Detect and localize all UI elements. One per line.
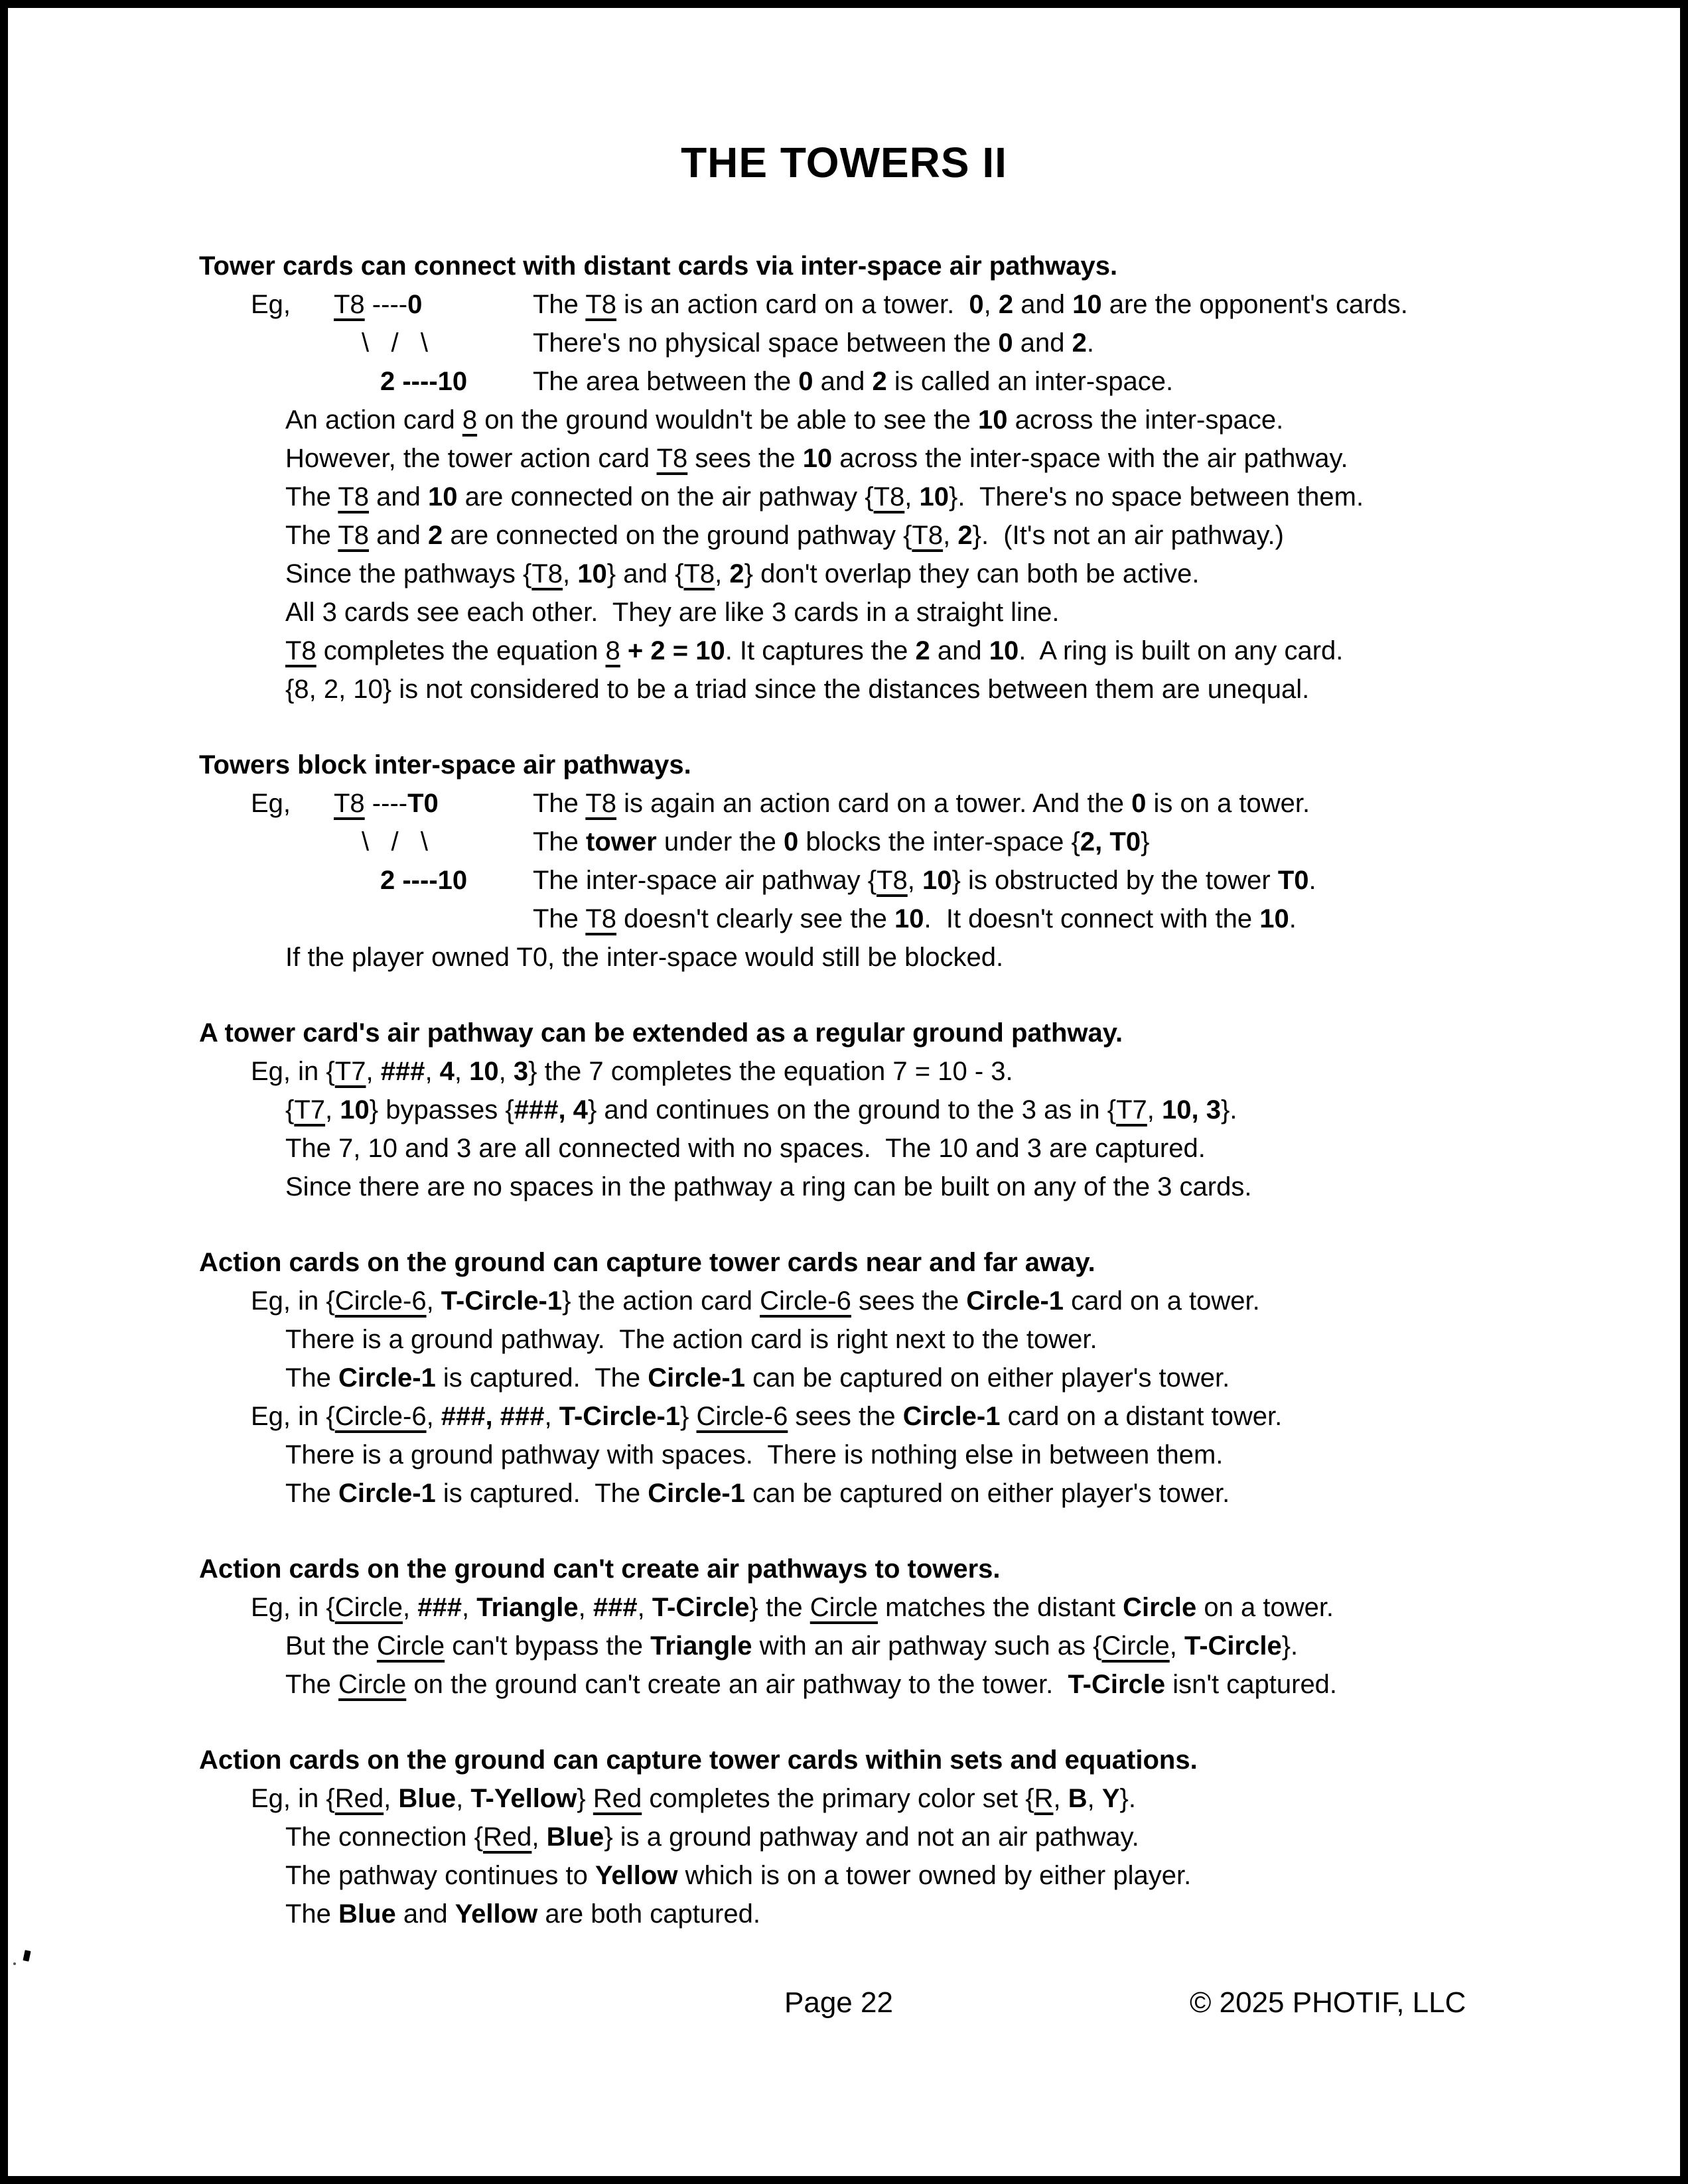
example-description — [533, 362, 1173, 401]
text-run: , — [426, 1402, 441, 1431]
underlined-term: Red — [334, 1784, 384, 1813]
paragraph-line — [285, 1436, 1680, 1474]
text-run: An action card — [285, 405, 462, 435]
example-row — [199, 362, 1680, 401]
text-run: . — [1086, 328, 1094, 358]
bold-term: 0 — [407, 290, 423, 319]
bold-term: Circle — [1123, 1593, 1197, 1622]
example-label: Eg, — [251, 789, 291, 818]
bold-term: 2 — [1072, 328, 1087, 358]
text-run: \ / \ — [362, 827, 429, 856]
text-run: , — [637, 1593, 652, 1622]
text-run: are the opponent's cards. — [1101, 290, 1408, 319]
underlined-term: T7 — [294, 1095, 326, 1125]
bold-term: tower — [586, 827, 657, 856]
underlined-term: Circle-6 — [334, 1402, 427, 1431]
bold-term: Triangle — [476, 1593, 579, 1622]
text-run: . A ring is built on any card. — [1019, 636, 1344, 665]
text-run: doesn't clearly see the — [616, 904, 894, 933]
underlined-term: T8 — [585, 789, 617, 818]
paragraph-line — [285, 1129, 1680, 1168]
section-heading: Action cards on the ground can capture tower cards within sets and equations. — [199, 1745, 1198, 1775]
example-description — [533, 784, 1310, 823]
text-run: , — [454, 1057, 470, 1086]
text-run: The — [285, 482, 338, 512]
underlined-term: 8 — [462, 405, 478, 435]
text-run: , — [1087, 1784, 1102, 1813]
bold-term: 2 — [915, 636, 930, 665]
paragraph-line — [285, 439, 1680, 478]
example-row — [199, 324, 1680, 362]
text-run: on the ground can't create an air pathway to the tower. — [406, 1670, 1068, 1699]
text-run: If the player owned T0, the inter-space would still be blocked. — [285, 943, 1004, 972]
underlined-term: T8 — [334, 290, 365, 319]
text-run: are connected on the air pathway { — [457, 482, 874, 512]
text-run: , — [578, 1593, 593, 1622]
bold-term: ###, ### — [441, 1402, 545, 1431]
text-run — [620, 636, 628, 665]
text-run: However, the tower action card — [285, 444, 657, 473]
text-run: , — [425, 1057, 440, 1086]
bold-term: Yellow — [595, 1861, 678, 1890]
bold-term: ### — [380, 1057, 425, 1086]
underlined-term: T7 — [1116, 1095, 1147, 1125]
text-run: , — [904, 482, 920, 512]
underlined-term: R — [1034, 1784, 1054, 1813]
paragraph-line — [285, 1091, 1680, 1129]
text-run: The pathway continues to — [285, 1861, 595, 1890]
bold-term: 10 — [340, 1095, 370, 1125]
text-run: isn't captured. — [1165, 1670, 1338, 1699]
text-run: sees the — [851, 1286, 967, 1316]
bold-term: 0 — [798, 367, 813, 396]
text-run: ---- — [364, 789, 408, 818]
bold-term: Circle-1 — [648, 1363, 745, 1393]
bold-term: 0 — [1131, 789, 1147, 818]
text-run: There's no physical space between the — [533, 328, 999, 358]
bold-term: 3 — [513, 1057, 529, 1086]
paragraph-line — [285, 478, 1680, 516]
section-heading: Tower cards can connect with distant cards via inter-space air pathways. — [199, 251, 1118, 281]
text-run: completes the equation — [316, 636, 606, 665]
text-run: } and continues on the ground to the 3 as in { — [587, 1095, 1117, 1125]
text-run: . — [1308, 866, 1316, 895]
text-run: . It doesn't connect with the — [924, 904, 1260, 933]
text-run: completes the primary color set { — [642, 1784, 1034, 1813]
underlined-term: Red — [593, 1784, 642, 1813]
text-run: The area between the — [533, 367, 799, 396]
paragraph-line — [285, 938, 1680, 977]
stray-dot — [13, 1962, 16, 1965]
text-run: The — [533, 789, 586, 818]
paragraph-line — [285, 670, 1680, 709]
bold-term: 0 — [998, 328, 1013, 358]
text-run: . — [1289, 904, 1297, 933]
text-run: There is a ground pathway with spaces. There is nothing else in between them. — [285, 1440, 1224, 1469]
text-run: , — [366, 1057, 381, 1086]
section-heading: A tower card's air pathway can be extended as a regular ground pathway. — [199, 1018, 1123, 1048]
footer-copyright: © 2025 PHOTIF, LLC — [1190, 1986, 1466, 2019]
bold-term: ### — [593, 1593, 638, 1622]
underlined-term: T8 — [585, 290, 617, 319]
bold-term: T0 — [407, 789, 439, 818]
section-heading: Action cards on the ground can't create air pathways to towers. — [199, 1554, 1001, 1584]
text-run: } — [577, 1784, 593, 1813]
text-run: is captured. The — [435, 1363, 648, 1393]
card-diagram — [334, 324, 533, 362]
text-run: } is a ground pathway and not an air pathway. — [604, 1822, 1139, 1852]
bold-term: 10 — [802, 444, 833, 473]
text-run: and — [369, 482, 428, 512]
text-run: and — [930, 636, 989, 665]
example-row — [199, 784, 1680, 823]
underlined-term: Circle-6 — [696, 1402, 788, 1431]
paragraph-line — [285, 401, 1680, 439]
text-run: , — [403, 1593, 418, 1622]
paragraph-line — [285, 593, 1680, 632]
bold-term: Y — [1101, 1784, 1120, 1813]
text-run: Eg, in { — [251, 1784, 335, 1813]
text-run: sees the — [687, 444, 803, 473]
bold-term: T-Circle-1 — [559, 1402, 681, 1431]
text-run: The inter-space air pathway { — [533, 866, 877, 895]
text-run: , — [907, 866, 922, 895]
text-run: across the inter-space. — [1007, 405, 1284, 435]
underlined-term: Circle-6 — [760, 1286, 851, 1316]
bold-term: 2 — [427, 521, 443, 550]
text-run: Eg, in { — [251, 1286, 335, 1316]
text-run: The 7, 10 and 3 are all connected with no spaces. The 10 and 3 are captured. — [285, 1134, 1206, 1163]
text-run: , — [715, 559, 730, 588]
bold-term: Circle-1 — [966, 1286, 1064, 1316]
bold-term: 10 — [427, 482, 458, 512]
text-run: , — [1053, 1784, 1068, 1813]
bold-term: T-Circle — [1068, 1670, 1166, 1699]
example-row — [199, 823, 1680, 861]
underlined-term: 8 — [605, 636, 620, 665]
paragraph-line — [285, 1320, 1680, 1359]
text-run: , — [1169, 1631, 1184, 1661]
underlined-term: Circle — [376, 1631, 445, 1661]
rules-section — [199, 1550, 1680, 1704]
text-run: can't bypass the — [445, 1631, 651, 1661]
text-run: and — [813, 367, 873, 396]
bold-term: + 2 = 10 — [627, 636, 725, 665]
bold-term: T0 — [1277, 866, 1309, 895]
section-heading: Towers block inter-space air pathways. — [199, 750, 691, 780]
example-row — [199, 900, 1680, 938]
underlined-term: T8 — [912, 521, 944, 550]
card-diagram — [334, 823, 533, 861]
text-run: } the action card — [562, 1286, 760, 1316]
bold-term: Circle-1 — [338, 1479, 436, 1508]
underlined-term: T8 — [683, 559, 715, 588]
bold-term: 2, T0 — [1080, 827, 1141, 856]
underlined-term: Circle — [338, 1670, 407, 1699]
paragraph-line — [285, 1818, 1680, 1856]
section-heading: Action cards on the ground can capture tower cards near and far away. — [199, 1248, 1095, 1277]
underlined-term: Circle — [1101, 1631, 1170, 1661]
text-run: } don't overlap they can both be active. — [744, 559, 1200, 588]
example-line — [251, 1588, 1680, 1627]
example-line — [251, 1397, 1680, 1436]
bold-term: 2 — [998, 290, 1014, 319]
text-run: } the — [749, 1593, 810, 1622]
text-run: and — [1013, 290, 1073, 319]
text-run: } the 7 completes the equation 7 = 10 - 3. — [528, 1057, 1013, 1086]
rules-section — [199, 1741, 1680, 1933]
underlined-term: Red — [483, 1822, 532, 1852]
example-label — [251, 900, 334, 938]
bold-term: Triangle — [650, 1631, 752, 1661]
text-run: and — [1013, 328, 1072, 358]
text-run: Since the pathways { — [285, 559, 532, 588]
text-run: is an action card on a tower. — [616, 290, 969, 319]
paragraph-line — [285, 1359, 1680, 1397]
bold-term: Circle-1 — [648, 1479, 745, 1508]
example-label — [251, 362, 334, 401]
underlined-term: T8 — [877, 866, 908, 895]
bold-term: T-Circle-1 — [441, 1286, 563, 1316]
bold-term: 10, 3 — [1162, 1095, 1221, 1125]
text-run: The — [285, 521, 338, 550]
document-body — [199, 247, 1680, 1933]
bold-term: Circle-1 — [338, 1363, 436, 1393]
paragraph-line — [285, 1665, 1680, 1704]
bold-term: 10 — [577, 559, 607, 588]
text-run: and — [369, 521, 428, 550]
example-description — [533, 823, 1149, 861]
bold-term: 10 — [919, 482, 949, 512]
example-description — [533, 861, 1316, 900]
underlined-term: T8 — [285, 636, 316, 665]
text-run: But the — [285, 1631, 377, 1661]
text-run: } and { — [606, 559, 684, 588]
paragraph-line — [285, 516, 1680, 555]
text-run: and — [395, 1899, 455, 1929]
example-description — [533, 900, 1297, 938]
bold-term: Circle-1 — [902, 1402, 1001, 1431]
text-run: There is a ground pathway. The action card is right next to the tower. — [285, 1325, 1097, 1354]
text-run: matches the distant — [877, 1593, 1123, 1622]
bold-term: T-Yellow — [470, 1784, 577, 1813]
text-run: are both captured. — [537, 1899, 760, 1929]
text-run: are connected on the ground pathway { — [443, 521, 912, 550]
rules-section — [199, 247, 1680, 709]
text-run: {8, 2, 10} is not considered to be a triad since the distances between them are unequal. — [285, 675, 1310, 704]
rules-section — [199, 1014, 1680, 1206]
text-run: The — [533, 904, 586, 933]
text-run: }. — [1119, 1784, 1137, 1813]
example-row — [199, 861, 1680, 900]
rules-section — [199, 746, 1680, 977]
text-run: , — [563, 559, 578, 588]
example-description — [533, 285, 1408, 324]
text-run: on the ground wouldn't be able to see the — [477, 405, 978, 435]
text-run: All 3 cards see each other. They are like 3 cards in a straight line. — [285, 598, 1060, 627]
text-run: Since there are no spaces in the pathway a ring can be built on any of the 3 cards. — [285, 1172, 1252, 1201]
text-run: { — [285, 1095, 295, 1125]
bold-term: Yellow — [455, 1899, 538, 1929]
text-run: card on a distant tower. — [1000, 1402, 1283, 1431]
text-run: , — [461, 1593, 477, 1622]
bold-term: T-Circle — [1184, 1631, 1282, 1661]
text-run: Eg, in { — [251, 1057, 335, 1086]
text-run: card on a tower. — [1064, 1286, 1260, 1316]
text-run: can be captured on either player's tower. — [744, 1363, 1230, 1393]
text-run: with an air pathway such as { — [752, 1631, 1102, 1661]
page-title: THE TOWERS II — [681, 139, 1007, 186]
bold-term: 0 — [783, 827, 799, 856]
underlined-term: Circle-6 — [334, 1286, 427, 1316]
text-run: , — [498, 1057, 514, 1086]
underlined-term: T8 — [334, 789, 365, 818]
text-run: sees the — [788, 1402, 903, 1431]
bold-term: 10 — [989, 636, 1019, 665]
card-diagram — [334, 900, 533, 938]
bold-term: 2 — [872, 367, 887, 396]
text-run: blocks the inter-space { — [798, 827, 1080, 856]
bold-term: T-Circle — [652, 1593, 750, 1622]
text-run: }. — [1281, 1631, 1299, 1661]
footer-page-number: Page 22 — [784, 1986, 893, 2019]
bold-term: 2 — [729, 559, 744, 588]
example-row — [199, 285, 1680, 324]
text-run: is again an action card on a tower. And the — [616, 789, 1132, 818]
underlined-term: Circle — [809, 1593, 878, 1622]
text-run: is called an inter-space. — [886, 367, 1174, 396]
text-run: \ / \ — [362, 328, 429, 358]
text-run: The — [533, 827, 587, 856]
text-run: , — [384, 1784, 399, 1813]
paragraph-line — [285, 632, 1680, 670]
text-run: across the inter-space with the air pathway. — [832, 444, 1348, 473]
paragraph-line — [285, 1474, 1680, 1513]
rules-section — [199, 1243, 1680, 1513]
text-run: Eg, in { — [251, 1402, 335, 1431]
bold-term: Blue — [338, 1899, 396, 1929]
text-run: The connection { — [285, 1822, 483, 1852]
example-line — [251, 1052, 1680, 1091]
bold-term: ###, 4 — [514, 1095, 588, 1125]
example-label — [251, 324, 334, 362]
text-run: under the — [656, 827, 784, 856]
bold-term: 10 — [1259, 904, 1289, 933]
text-run: , — [544, 1402, 559, 1431]
text-run: The — [285, 1899, 339, 1929]
bold-term: 10 — [469, 1057, 499, 1086]
underlined-term: T8 — [338, 521, 370, 550]
bold-term: 10 — [1072, 290, 1102, 319]
card-diagram — [334, 784, 533, 823]
paragraph-line — [285, 1895, 1680, 1933]
paragraph-line — [285, 1856, 1680, 1895]
example-description — [533, 324, 1094, 362]
text-run: } is obstructed by the tower — [951, 866, 1278, 895]
text-run: }. — [1221, 1095, 1237, 1125]
text-run: can be captured on either player's tower. — [744, 1479, 1230, 1508]
text-run: which is on a tower owned by either player. — [677, 1861, 1192, 1890]
paragraph-line — [285, 555, 1680, 593]
text-run: } bypasses { — [369, 1095, 514, 1125]
card-diagram — [334, 861, 533, 900]
text-run: is captured. The — [435, 1479, 648, 1508]
example-label: Eg, — [251, 290, 291, 319]
stray-mark — [23, 1950, 31, 1962]
bold-term: 10 — [977, 405, 1008, 435]
bold-term: 10 — [922, 866, 952, 895]
text-run: , — [456, 1784, 471, 1813]
text-run: , — [983, 290, 999, 319]
underlined-term: T8 — [531, 559, 563, 588]
text-run: The — [285, 1670, 339, 1699]
underlined-term: Circle — [334, 1593, 403, 1622]
bold-term: 2 ----10 — [380, 866, 468, 895]
bold-term: Blue — [398, 1784, 457, 1813]
text-run: }. (It's not an air pathway.) — [972, 521, 1284, 550]
bold-term: 2 — [957, 521, 973, 550]
bold-term: Blue — [546, 1822, 604, 1852]
text-run: , — [531, 1822, 547, 1852]
paragraph-line — [285, 1627, 1680, 1665]
text-run: The — [533, 290, 586, 319]
text-run: The — [285, 1479, 339, 1508]
text-run: , — [1147, 1095, 1162, 1125]
text-run: , — [325, 1095, 340, 1125]
text-run: . It captures the — [725, 636, 916, 665]
underlined-term: T8 — [873, 482, 905, 512]
bold-term: 2 ----10 — [380, 367, 468, 396]
text-run: , — [426, 1286, 441, 1316]
card-diagram — [334, 285, 533, 324]
underlined-term: T8 — [585, 904, 617, 933]
text-run: } — [1141, 827, 1150, 856]
bold-term: 4 — [439, 1057, 455, 1086]
bold-term: 0 — [969, 290, 984, 319]
paragraph-line — [285, 1168, 1680, 1206]
text-run: }. There's no space between them. — [949, 482, 1364, 512]
bold-term: 10 — [894, 904, 924, 933]
text-run: } — [680, 1402, 697, 1431]
text-run: The — [285, 1363, 339, 1393]
underlined-term: T8 — [338, 482, 370, 512]
example-line — [251, 1282, 1680, 1320]
example-label — [251, 861, 334, 900]
example-line — [251, 1779, 1680, 1818]
bold-term: B — [1068, 1784, 1088, 1813]
underlined-term: T7 — [334, 1057, 366, 1086]
card-diagram — [334, 362, 533, 401]
text-run: on a tower. — [1196, 1593, 1334, 1622]
text-run: is on a tower. — [1146, 789, 1310, 818]
text-run: , — [943, 521, 958, 550]
text-run: ---- — [364, 290, 408, 319]
underlined-term: T8 — [656, 444, 688, 473]
bold-term: ### — [417, 1593, 462, 1622]
example-label — [251, 823, 334, 861]
text-run: Eg, in { — [251, 1593, 335, 1622]
